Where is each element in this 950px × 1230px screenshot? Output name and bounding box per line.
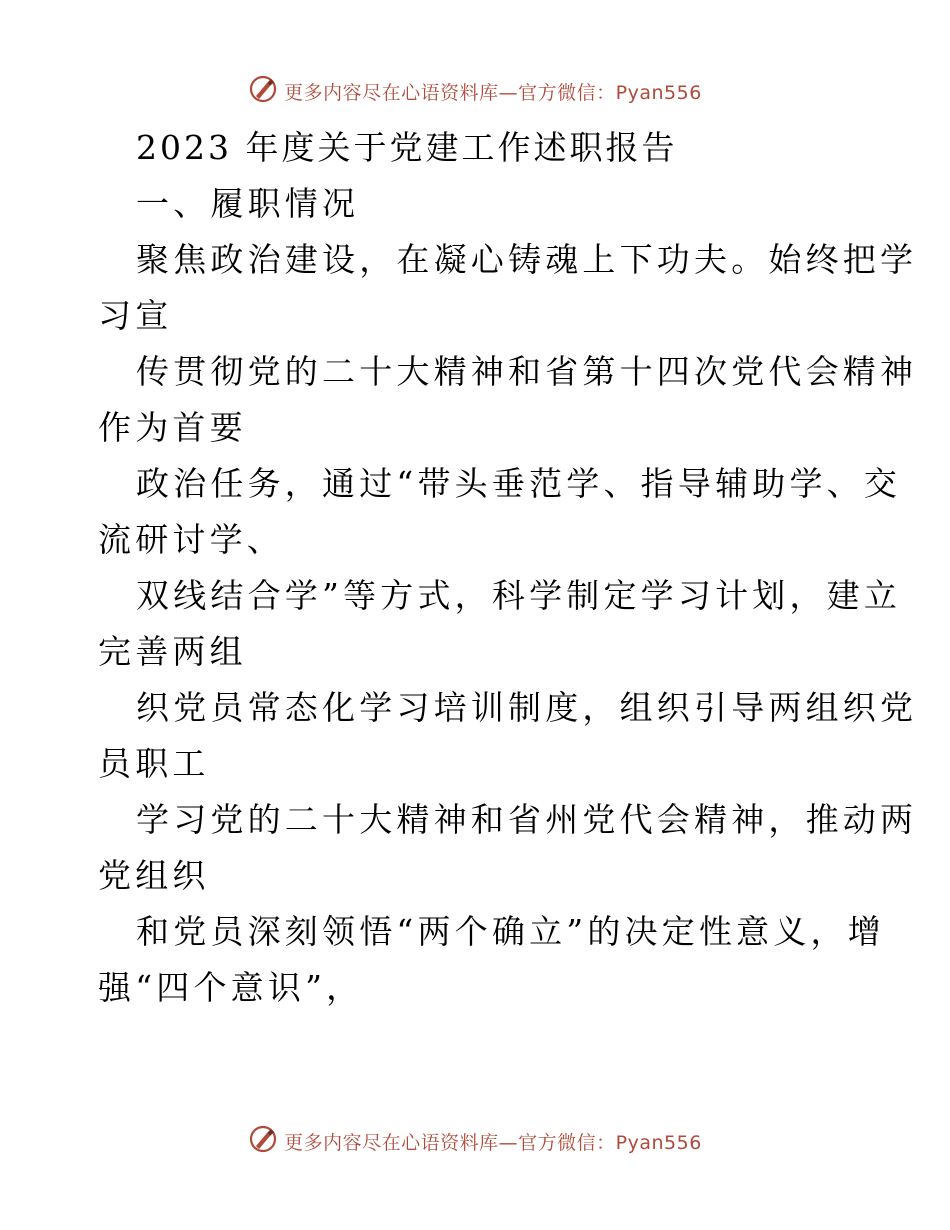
paragraph-line: 聚焦政治建设，在凝心铸魂上下功夫。始终把学: [136, 240, 918, 279]
document-body: [98, 120, 918, 1016]
watermark-text: 更多内容尽在心语资料库—官方微信：Pyan556: [284, 82, 702, 104]
pen-nib-logo-icon: [248, 1124, 278, 1159]
paragraph-line: 织党员常态化学习培训制度，组织引导两组织党: [136, 688, 918, 727]
paragraph-line: 习宣: [98, 296, 173, 335]
watermark-footer: [0, 1124, 950, 1159]
paragraph-line: 学习党的二十大精神和省州党代会精神，推动两: [136, 800, 918, 839]
paragraph-line: 和党员深刻领悟“两个确立”的决定性意义，增: [136, 912, 885, 951]
watermark-text: 更多内容尽在心语资料库—官方微信：Pyan556: [284, 1132, 702, 1154]
paragraph-line: 传贯彻党的二十大精神和省第十四次党代会精神: [136, 352, 918, 391]
paragraph-line: 双线结合学”等方式，科学制定学习计划，建立: [136, 576, 902, 615]
watermark-header: [0, 74, 950, 109]
paragraph-line: 政治任务，通过“带头垂范学、指导辅助学、交: [136, 464, 902, 503]
pen-nib-logo-icon: [248, 74, 278, 109]
paragraph-line: 强“四个意识”，: [98, 968, 364, 1007]
paragraph-line: 员职工: [98, 744, 210, 783]
document-title: 2023 年度关于党建工作述职报告: [136, 128, 678, 167]
section-heading: 一、履职情况: [136, 184, 360, 223]
paragraph-line: 党组织: [98, 856, 210, 895]
paragraph-line: 作为首要: [98, 408, 247, 447]
paragraph-line: 完善两组: [98, 632, 247, 671]
paragraph-line: 流研讨学、: [98, 520, 284, 559]
